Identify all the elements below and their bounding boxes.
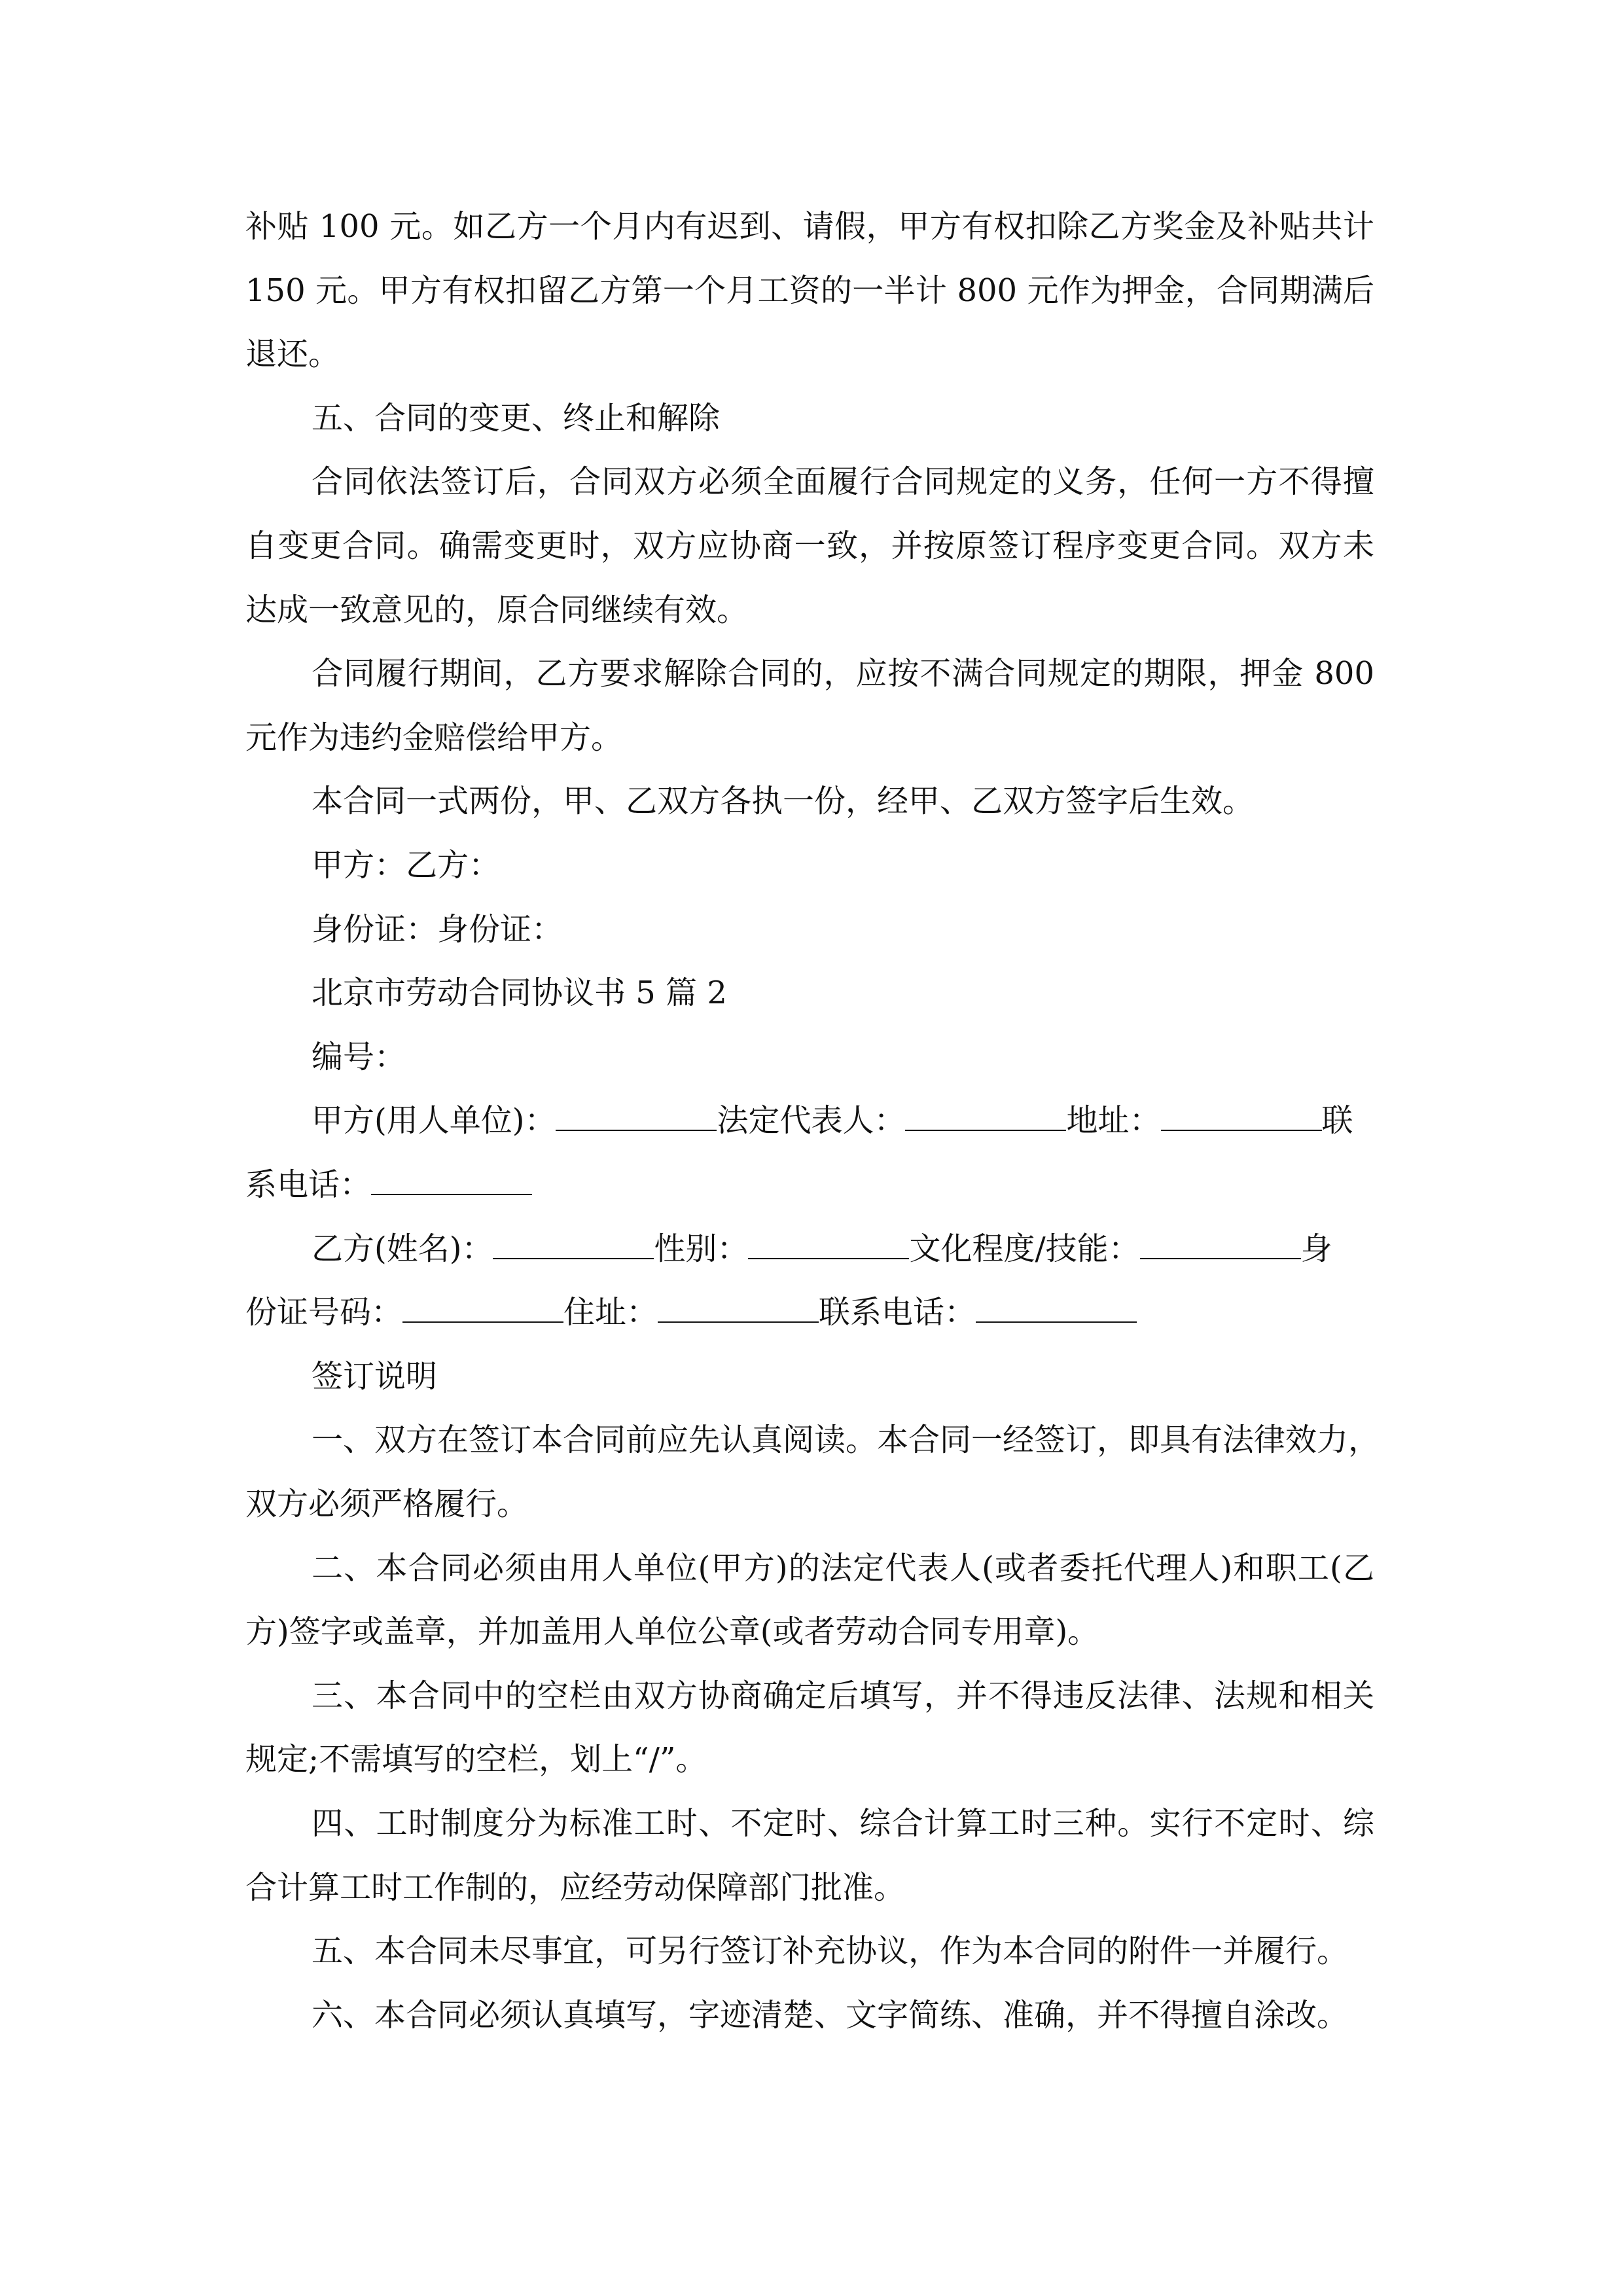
text-line	[312, 1996, 1348, 2035]
text-line	[245, 1484, 528, 1524]
fill-in-blank[interactable]	[905, 1103, 1066, 1131]
line-text: 甲方：乙方：	[312, 847, 501, 884]
text-line	[312, 1037, 406, 1077]
line-text: 五、本合同未尽事宜，可另行签订补充协议，作为本合同的附件一并履行。	[312, 1933, 1349, 1970]
text-line	[245, 271, 1374, 310]
text-line	[245, 334, 340, 374]
line-text: 双方必须严格履行。	[245, 1486, 529, 1522]
line-text: 方)签字或盖章，并加盖用人单位公章(或者劳动合同专用章)。	[245, 1613, 1099, 1651]
text-line	[245, 1868, 905, 1907]
line-text: 系电话：	[245, 1166, 372, 1203]
line-text: 北京市劳动合同协议书 5 篇 2	[312, 975, 727, 1012]
text-line	[312, 1420, 1380, 1460]
text-line	[245, 1740, 707, 1779]
text-line	[312, 1101, 1353, 1140]
line-text: 退还。	[245, 336, 340, 373]
text-line	[245, 526, 1374, 565]
text-line	[312, 1931, 1348, 1971]
fill-in-blank[interactable]	[402, 1295, 563, 1323]
text-line	[245, 207, 1374, 246]
line-text: 合同依法签订后，合同双方必须全面履行合同规定的义务，任何一方不得擅	[312, 463, 1374, 501]
text-line	[245, 590, 748, 630]
fill-in-blank[interactable]	[1140, 1232, 1301, 1259]
line-text: 甲方(用人单位)：	[312, 1102, 556, 1139]
text-line	[245, 1293, 1137, 1332]
line-text: 规定;不需填写的空栏，划上“/”。	[245, 1741, 707, 1778]
line-text: 达成一致意见的，原合同继续有效。	[245, 591, 749, 628]
line-text: 文化程度/技能：	[909, 1230, 1140, 1267]
text-line	[312, 1676, 1374, 1715]
text-line	[312, 1229, 1332, 1268]
line-text: 住址：	[563, 1294, 658, 1331]
line-text: 法定代表人：	[717, 1102, 906, 1139]
fill-in-blank[interactable]	[658, 1295, 819, 1323]
line-text: 四、工时制度分为标准工时、不定时、综合计算工时三种。实行不定时、综	[312, 1805, 1374, 1842]
text-line	[312, 1804, 1374, 1843]
line-text: 身	[1300, 1230, 1332, 1267]
line-text: 元作为违约金赔偿给甲方。	[245, 719, 623, 756]
line-text: 签订说明	[312, 1357, 438, 1395]
line-text: 一、双方在签订本合同前应先认真阅读。本合同一经签订，即具有法律效力，	[312, 1422, 1380, 1459]
text-line	[312, 846, 500, 885]
line-text: 乙方(姓名)：	[312, 1230, 493, 1267]
line-text: 三、本合同中的空栏由双方协商确定后填写，并不得违反法律、法规和相关	[312, 1677, 1374, 1714]
line-text: 150 元。甲方有权扣留乙方第一个月工资的一半计 800 元作为押金，合同期满后	[245, 272, 1374, 309]
fill-in-blank[interactable]	[371, 1168, 532, 1195]
text-line	[312, 399, 720, 438]
fill-in-blank[interactable]	[748, 1232, 909, 1259]
line-text: 合计算工时工作制的，应经劳动保障部门批准。	[245, 1869, 906, 1906]
fill-in-blank[interactable]	[976, 1295, 1137, 1323]
line-text: 本合同一式两份，甲、乙双方各执一份，经甲、乙双方签字后生效。	[312, 783, 1255, 820]
line-text: 五、合同的变更、终止和解除	[312, 399, 721, 437]
line-text: 性别：	[654, 1230, 749, 1267]
line-text: 编号：	[312, 1038, 406, 1075]
text-line	[312, 1357, 437, 1396]
line-text: 身份证：身份证：	[312, 910, 563, 948]
text-line	[245, 1165, 532, 1204]
fill-in-blank[interactable]	[556, 1103, 717, 1131]
text-line	[312, 910, 563, 949]
fill-in-blank[interactable]	[493, 1232, 654, 1259]
text-line	[312, 781, 1254, 821]
text-line	[245, 1612, 1099, 1651]
text-line	[312, 973, 727, 1013]
line-text: 地址：	[1066, 1102, 1161, 1139]
text-line	[245, 718, 622, 757]
line-text: 二、本合同必须由用人单位(甲方)的法定代表人(或者委托代理人)和职工(乙	[312, 1549, 1374, 1587]
line-text: 份证号码：	[245, 1294, 403, 1331]
line-text: 自变更合同。确需变更时，双方应协商一致，并按原签订程序变更合同。双方未	[245, 528, 1374, 564]
text-line	[312, 654, 1374, 693]
text-line	[312, 1549, 1374, 1588]
text-line	[312, 462, 1374, 501]
line-text: 合同履行期间，乙方要求解除合同的，应按不满合同规定的期限，押金 800	[312, 655, 1374, 692]
line-text: 联系电话：	[819, 1294, 976, 1331]
line-text: 补贴 100 元。如乙方一个月内有迟到、请假，甲方有权扣除乙方奖金及补贴共计	[245, 208, 1374, 245]
fill-in-blank[interactable]	[1161, 1103, 1322, 1131]
line-text: 联	[1321, 1102, 1353, 1139]
line-text: 六、本合同必须认真填写，字迹清楚、文字简练、准确，并不得擅自涂改。	[312, 1996, 1349, 2034]
